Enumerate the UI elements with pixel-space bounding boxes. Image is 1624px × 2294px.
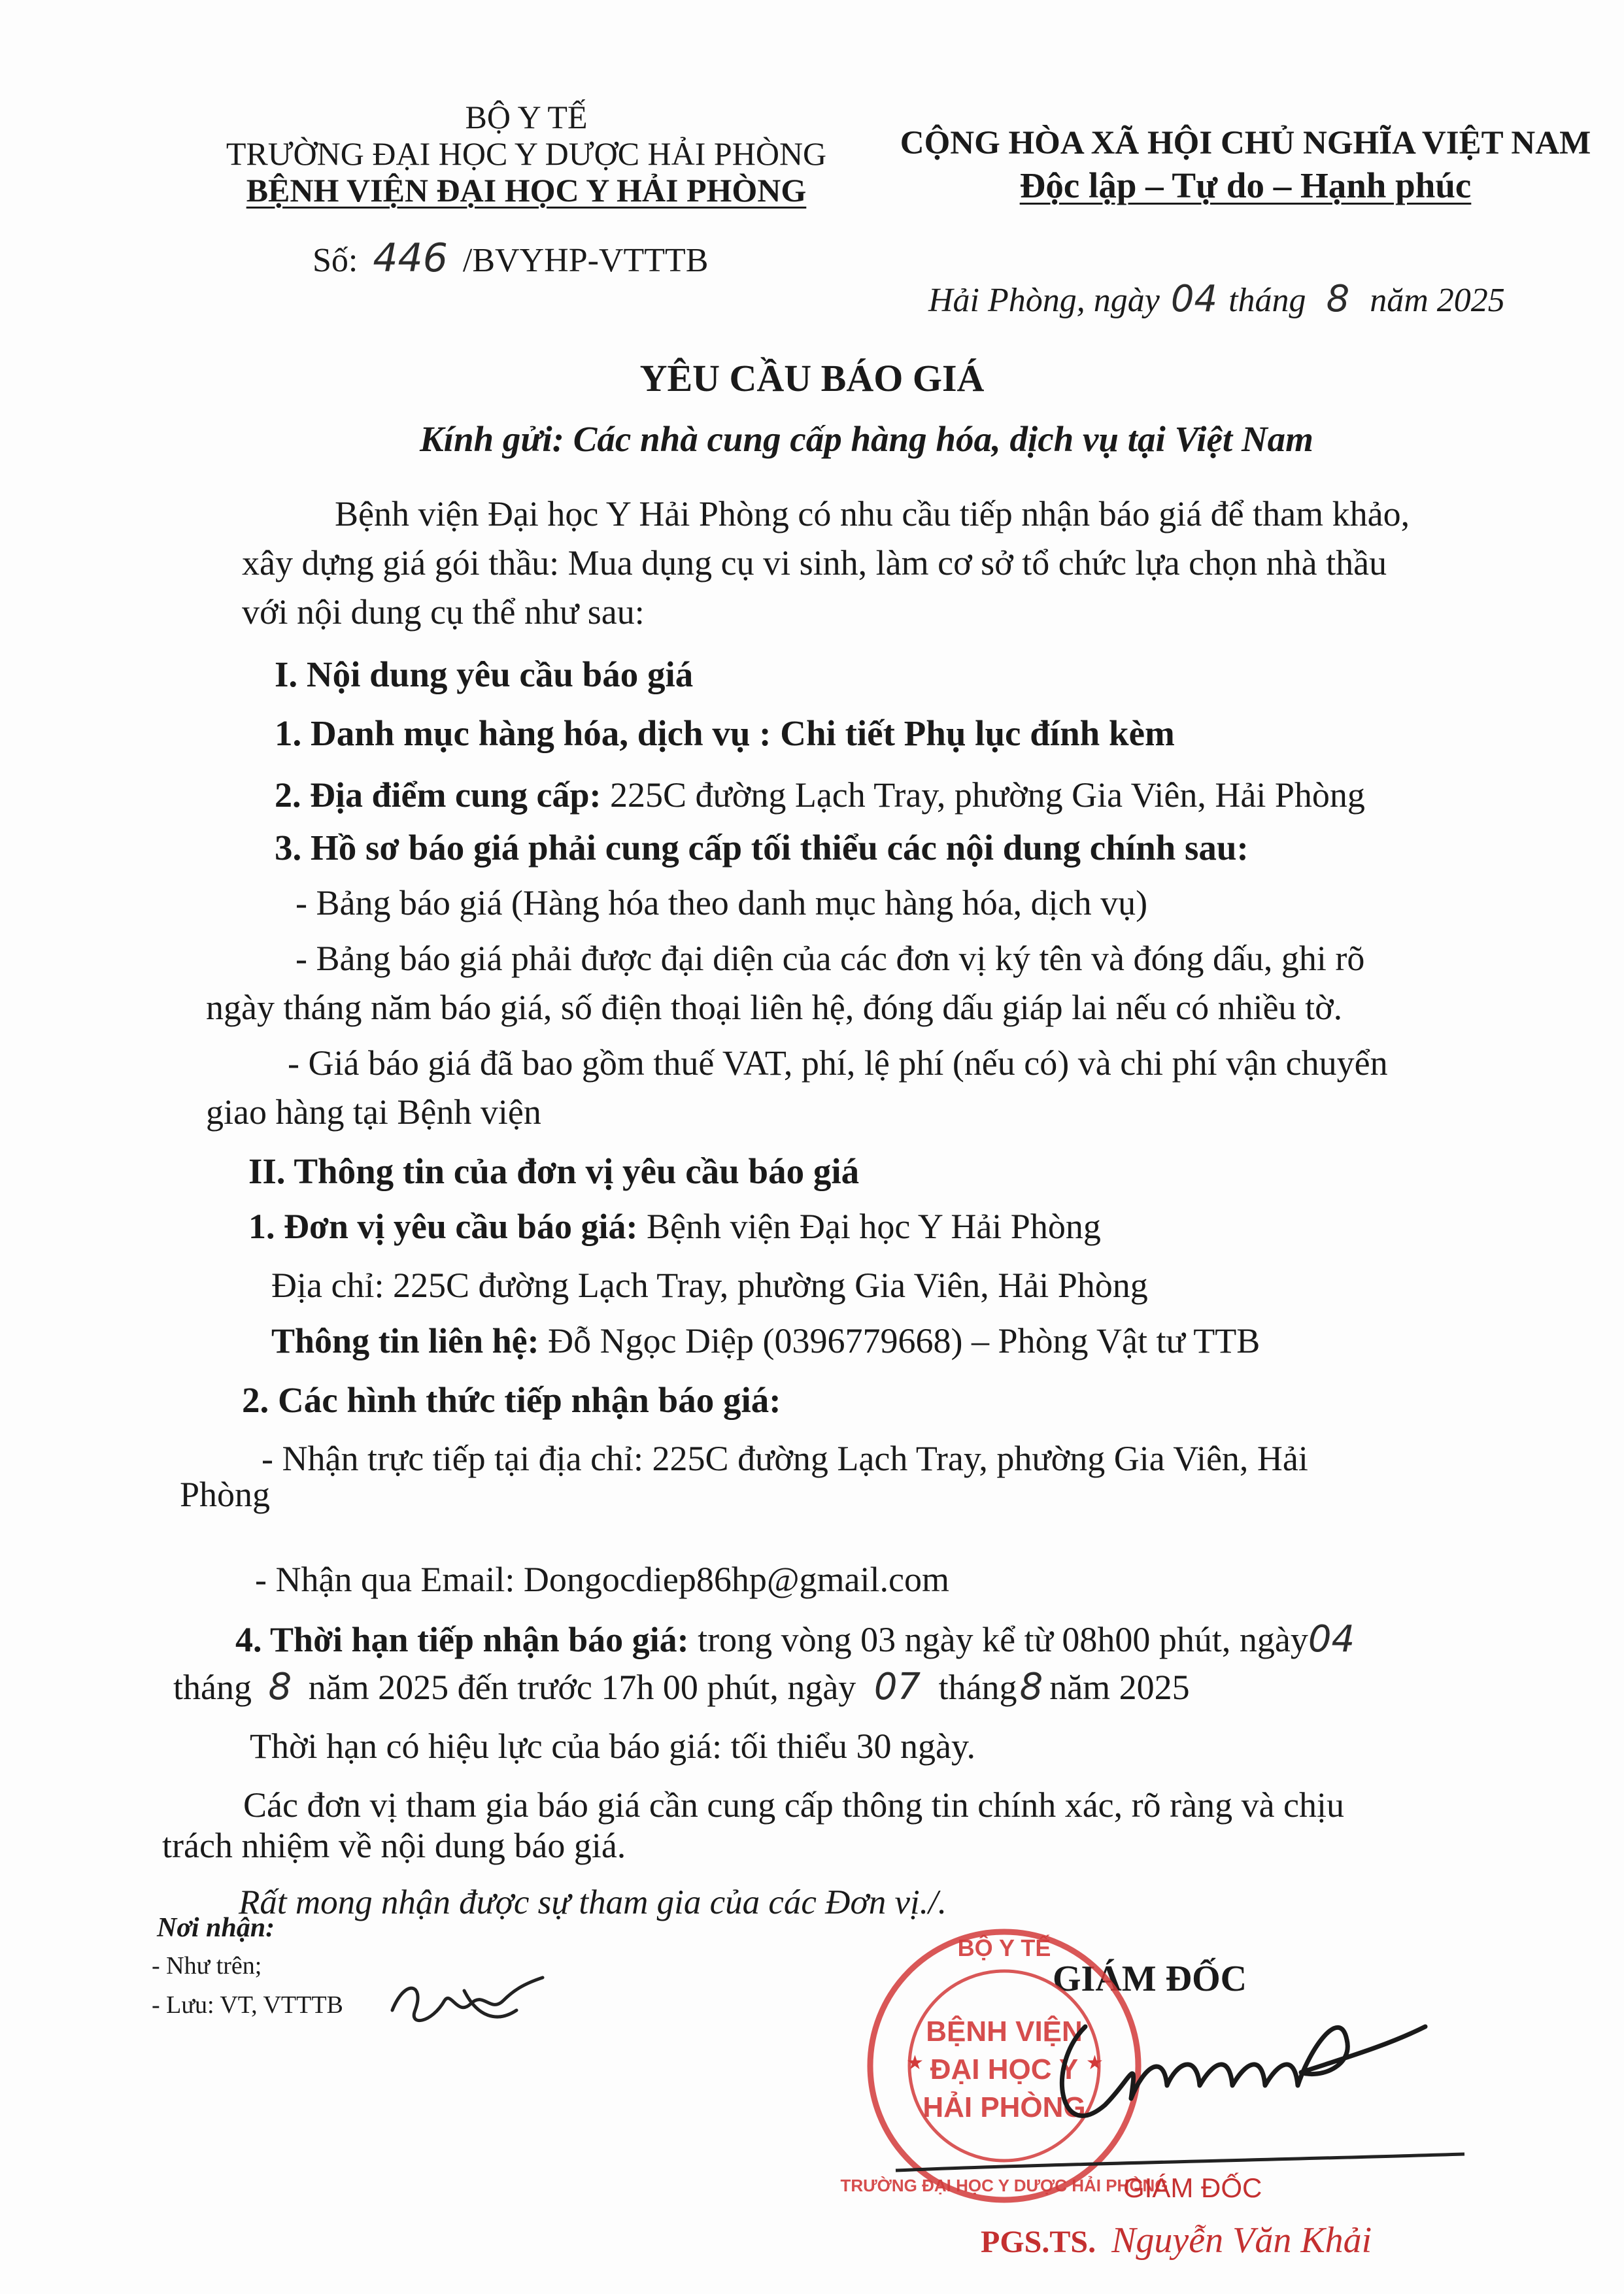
section-2-item-2: 2. Các hình thức tiếp nhận báo giá:: [242, 1380, 781, 1420]
date-month: 8: [1326, 278, 1350, 320]
director-title: PGS.TS.: [981, 2225, 1096, 2259]
recipient-1: - Như trên;: [152, 1952, 262, 1980]
director-full-name: Nguyễn Văn Khải: [1111, 2220, 1372, 2261]
contact-value: Đỗ Ngọc Diệp (0396779668) – Phòng Vật tư TTB: [539, 1321, 1260, 1360]
receive-method-1-line-2: Phòng: [180, 1475, 271, 1514]
section-1-item-3: 3. Hồ sơ báo giá phải cung cấp tối thiểu các nội dung chính sau:: [275, 828, 1249, 868]
date-month-word: tháng: [1228, 282, 1306, 319]
section-1-item-1: 1. Danh mục hàng hóa, dịch vụ : Chi tiết Phụ lục đính kèm: [275, 713, 1175, 753]
document-number: [313, 235, 708, 281]
recipients-label: Nơi nhận:: [157, 1913, 275, 1943]
item-4-label: 4. Thời hạn tiếp nhận báo giá:: [235, 1620, 689, 1659]
bullet-3-line-2: giao hàng tại Bệnh viện: [206, 1092, 541, 1132]
section-2-item-1: [248, 1206, 1101, 1247]
receive-method-2: - Nhận qua Email: Dongocdiep86hp@gmail.com: [255, 1560, 949, 1599]
stamp-top-text: BỘ Y TẾ: [957, 1934, 1051, 1961]
intro-line-3: với nội dung cụ thể như sau:: [242, 592, 645, 632]
deadline-end-day: 07: [873, 1666, 921, 1708]
star-icon-left: ★: [906, 2052, 924, 2074]
stamp-line-2: ĐẠI HỌC Y: [930, 2053, 1079, 2085]
header-left: [216, 98, 837, 209]
note-line-1: Các đơn vị tham gia báo giá cần cung cấp thông tin chính xác, rõ ràng và chịu: [243, 1785, 1345, 1825]
requester-address: Địa chỉ: 225C đường Lạch Tray, phường Gia Viên, Hải Phòng: [271, 1266, 1148, 1305]
hospital-name: BỆNH VIỆN ĐẠI HỌC Y HẢI PHÒNG: [246, 172, 807, 209]
stamp-line-3: HẢI PHÒNG: [922, 2091, 1086, 2123]
national-motto: Độc lập – Tự do – Hạnh phúc: [1019, 165, 1472, 205]
note-line-2: trách nhiệm về nội dung báo giá.: [162, 1826, 626, 1865]
contact-label: Thông tin liên hệ:: [271, 1321, 539, 1360]
ministry-name: BỘ Y TẾ: [465, 99, 588, 135]
deadline-year: năm 2025: [1049, 1668, 1190, 1707]
intro-line-2: xây dựng giá gói thầu: Mua dụng cụ vi sinh, làm cơ sở tổ chức lựa chọn nhà thầu: [242, 543, 1387, 582]
section-1-heading: I. Nội dung yêu cầu báo giá: [275, 654, 694, 694]
signatory-role: GIÁM ĐỐC: [1053, 1959, 1247, 1999]
stamp-role-line: GIÁM ĐỐC: [1123, 2172, 1262, 2203]
star-icon-right: ★: [1086, 2052, 1104, 2074]
deadline-month-word-2: tháng: [938, 1668, 1017, 1707]
bullet-2-line-2: ngày tháng năm báo giá, số điện thoại liên hệ, đóng dấu giáp lai nếu có nhiều tờ.: [206, 988, 1343, 1027]
university-name: TRƯỜNG ĐẠI HỌC Y DƯỢC HẢI PHÒNG: [226, 135, 827, 172]
item-1-label: 1. Đơn vị yêu cầu báo giá:: [248, 1207, 638, 1246]
item-4-day: 04: [1308, 1618, 1355, 1661]
initials-scribble: [386, 1965, 582, 2036]
section-1-item-2: [275, 775, 1365, 815]
bullet-2-line-1: - Bảng báo giá phải được đại diện của các đơn vị ký tên và đóng dấu, ghi rõ: [296, 939, 1365, 978]
date-day: 04: [1170, 278, 1218, 320]
item-2-label: 2. Địa điểm cung cấp:: [275, 775, 601, 815]
number-suffix: /BVYHP-VTTTB: [462, 242, 709, 279]
recipient-2: - Lưu: VT, VTTTB: [152, 1991, 343, 2019]
deadline-text: năm 2025 đến trước 17h 00 phút, ngày: [308, 1668, 856, 1707]
header-right: [892, 124, 1599, 206]
item-1-value: Bệnh viện Đại học Y Hải Phòng: [637, 1207, 1101, 1246]
date-place: Hải Phòng, ngày: [928, 282, 1160, 319]
document-date: [928, 278, 1505, 320]
number-prefix: Số:: [313, 242, 358, 279]
stamp-line-1: BỆNH VIỆN: [926, 2016, 1083, 2048]
bullet-1: - Bảng báo giá (Hàng hóa theo danh mục hàng hóa, dịch vụ): [296, 883, 1148, 922]
validity-period: Thời hạn có hiệu lực của báo giá: tối thiểu 30 ngày.: [250, 1727, 976, 1766]
item-2-value: 225C đường Lạch Tray, phường Gia Viên, Hải Phòng: [601, 775, 1365, 815]
requester-contact: [271, 1321, 1260, 1361]
director-name: [981, 2219, 1372, 2261]
date-year: năm 2025: [1370, 282, 1505, 319]
intro-line-1: Bệnh viện Đại học Y Hải Phòng có nhu cầu tiếp nhận báo giá để tham khảo,: [335, 494, 1410, 533]
section-2-item-4-line-2: [173, 1666, 1190, 1708]
director-signature: [1033, 2000, 1438, 2151]
stamp-ring-text: TRƯỜNG ĐẠI HỌC Y DƯỢC HẢI PHÒNG: [840, 2176, 1168, 2195]
section-2-heading: II. Thông tin của đơn vị yêu cầu báo giá: [248, 1151, 860, 1191]
item-4-value: trong vòng 03 ngày kể từ 08h00 phút, ngày: [688, 1620, 1308, 1659]
bullet-3-line-1: - Giá báo giá đã bao gồm thuế VAT, phí, lệ phí (nếu có) và chi phí vận chuyển: [288, 1043, 1388, 1083]
document-title: YÊU CẦU BÁO GIÁ: [639, 357, 985, 399]
number-handwritten: 446: [373, 235, 448, 281]
section-2-item-4-line-1: [235, 1618, 1355, 1661]
deadline-start-month: 8: [268, 1666, 292, 1708]
closing-line: Rất mong nhận được sự tham gia của các Đơn vị./.: [239, 1883, 947, 1921]
addressee: Kính gửi: Các nhà cung cấp hàng hóa, dịch vụ tại Việt Nam: [420, 419, 1313, 459]
republic-name: CỘNG HÒA XÃ HỘI CHỦ NGHĨA VIỆT NAM: [900, 125, 1591, 161]
deadline-month-word: tháng: [173, 1668, 252, 1707]
receive-method-1-line-1: - Nhận trực tiếp tại địa chỉ: 225C đường Lạch Tray, phường Gia Viên, Hải: [262, 1439, 1308, 1478]
deadline-end-month: 8: [1019, 1666, 1043, 1708]
